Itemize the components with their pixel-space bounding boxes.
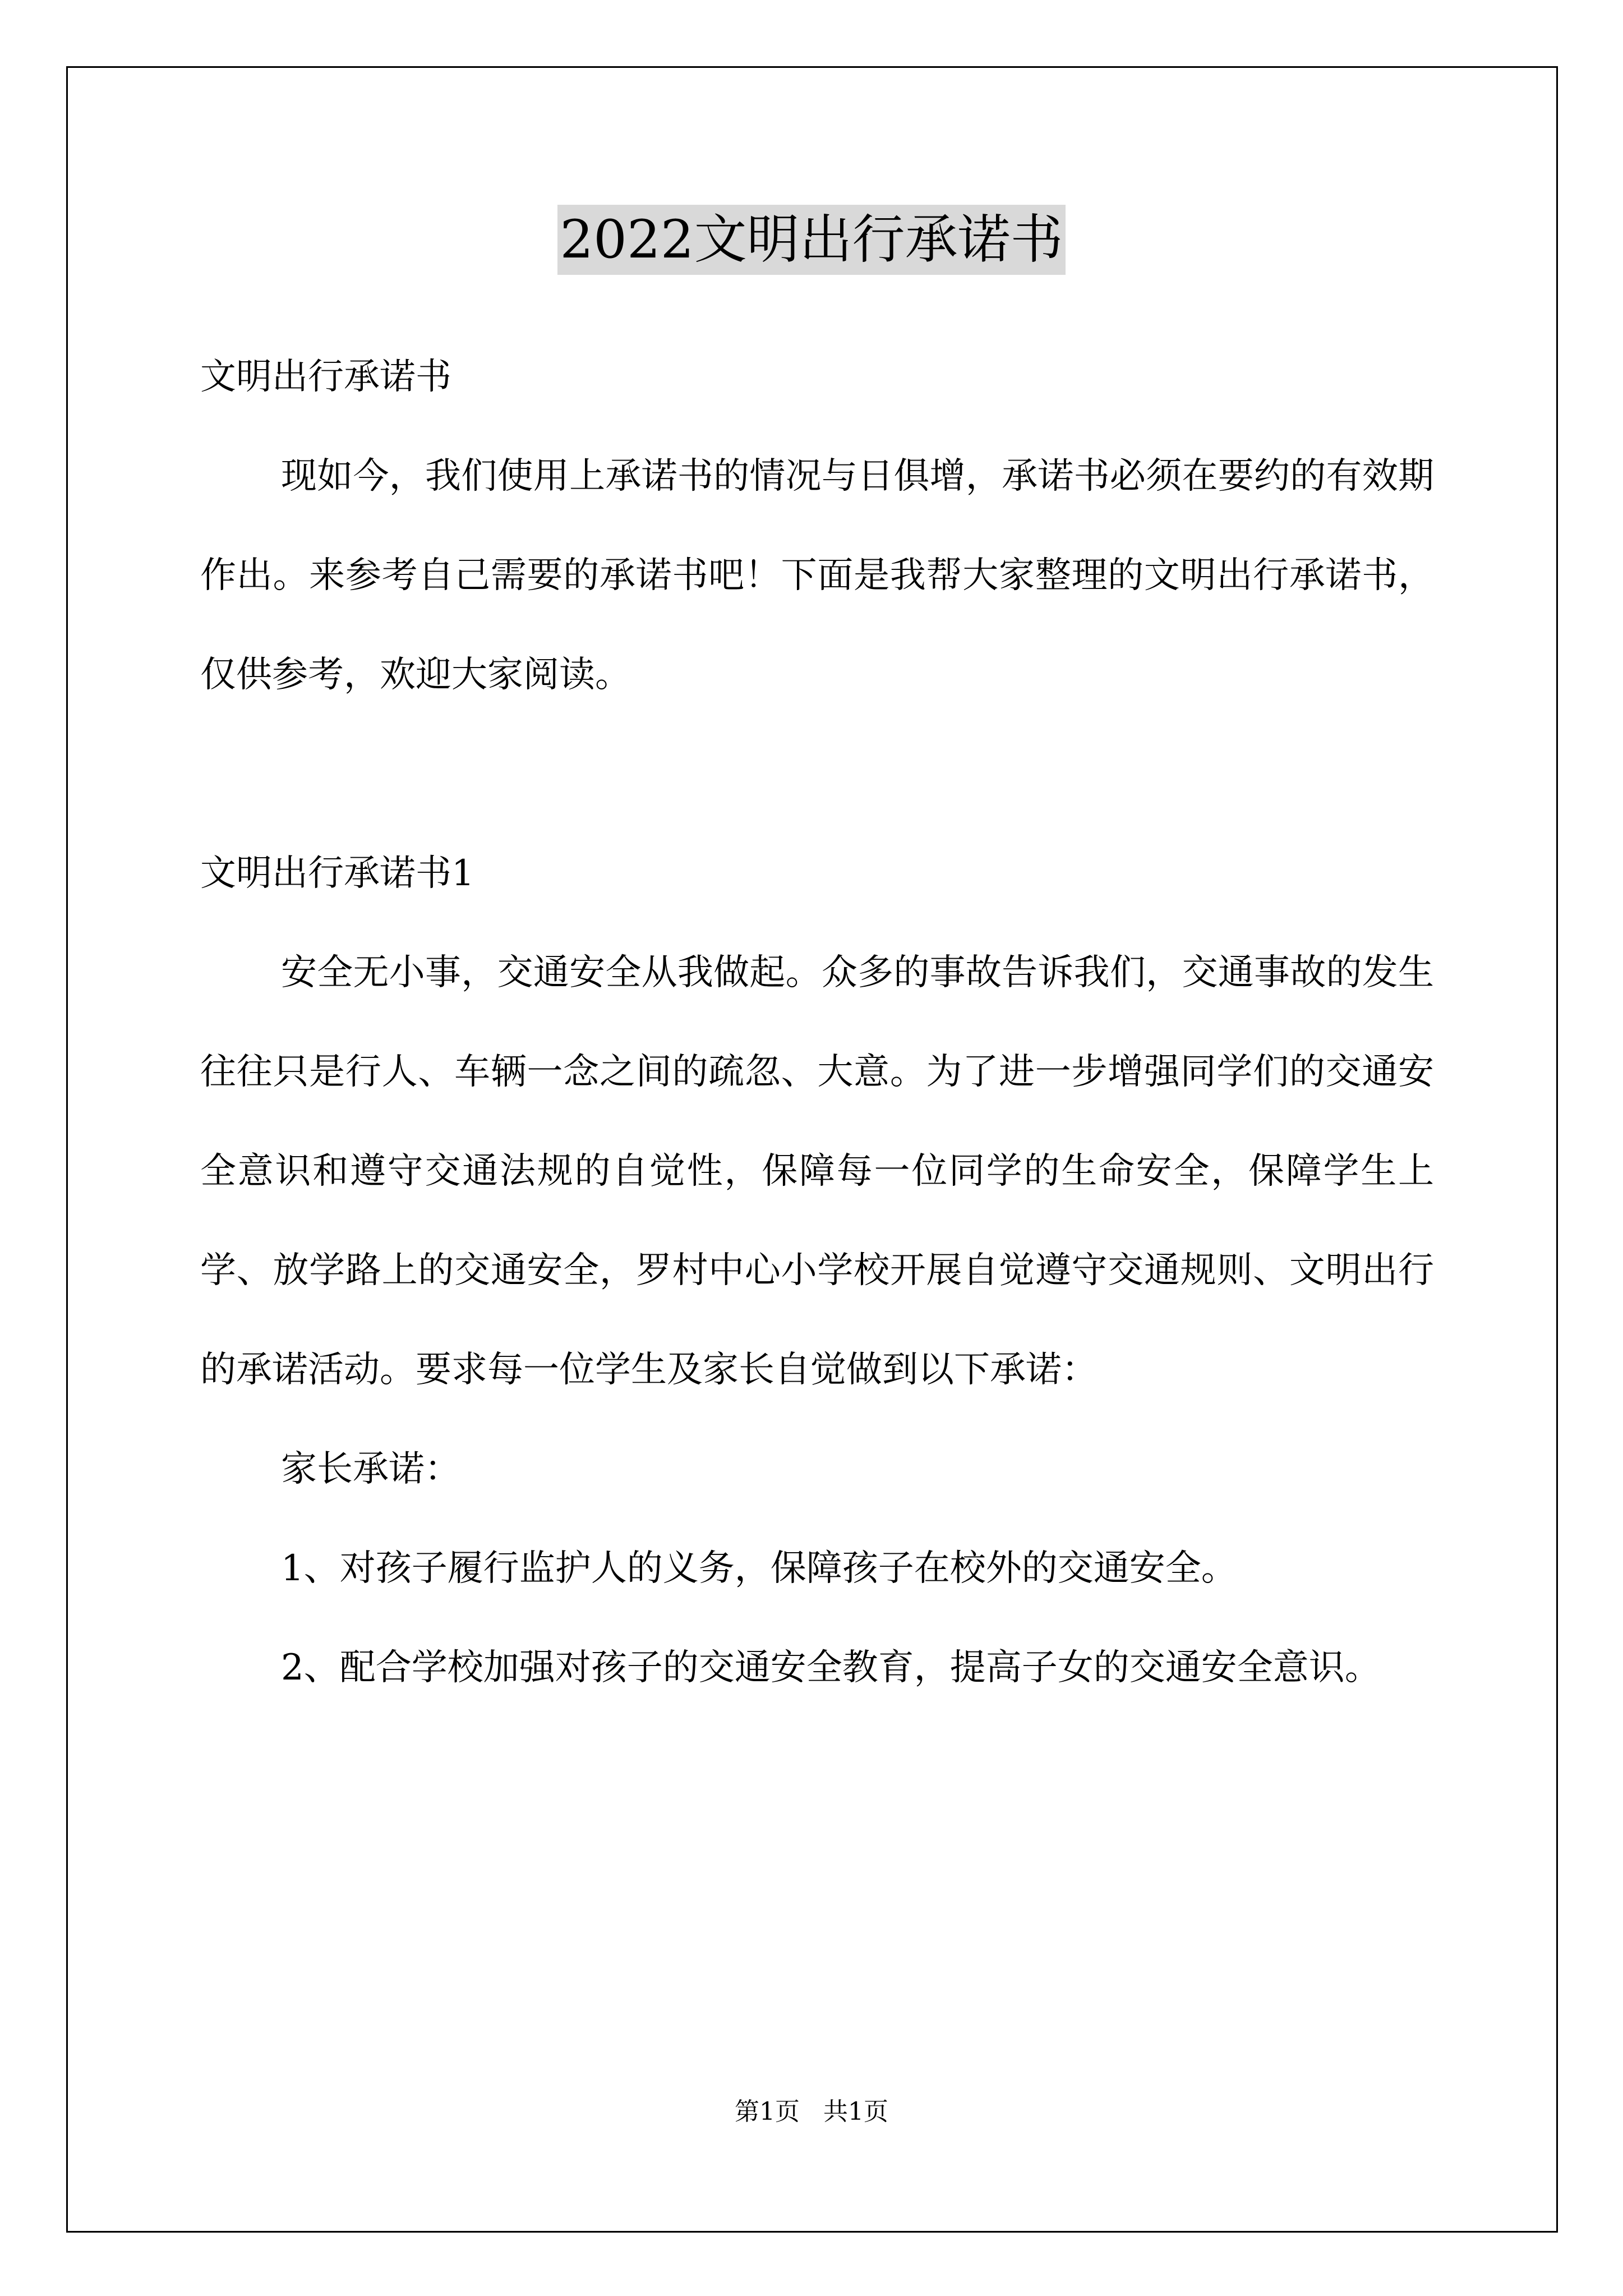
list-item: 1、对孩子履行监护人的义务，保障孩子在校外的交通安全。	[281, 1548, 1237, 1589]
document-title: 2022文明出行承诺书	[557, 205, 1065, 275]
blank-line	[200, 725, 1434, 824]
list-item: 2、配合学校加强对孩子的交通安全教育，提高子女的交通安全意识。	[281, 1647, 1381, 1688]
page-footer: 第1页 共1页	[735, 2097, 888, 2126]
section-heading: 文明出行承诺书	[200, 356, 451, 398]
body-paragraph: 安全无小事，交通安全从我做起。众多的事故告诉我们，交通事故的发生往往只是行人、车辆一念之间的疏忽、大意。为了进一步增强同学们的交通安全意识和遵守交通法规的自觉性，保障每一位同学的生命安全，保障学生上学、放学路上的交通安全，罗村中心小学校开展自觉遵守交通规则、文明出行的承诺活动。要求每一位学生及家长自觉做到以下承诺：	[200, 952, 1434, 1391]
section-heading: 文明出行承诺书1	[200, 853, 474, 894]
title-container	[0, 205, 1623, 275]
document-body	[200, 328, 1434, 1718]
subheading: 家长承诺：	[281, 1448, 460, 1490]
intro-paragraph: 现如今，我们使用上承诺书的情况与日俱增，承诺书必须在要约的有效期作出。来参考自己需要的承诺书吧！下面是我帮大家整理的文明出行承诺书，仅供参考，欢迎大家阅读。	[200, 455, 1434, 696]
